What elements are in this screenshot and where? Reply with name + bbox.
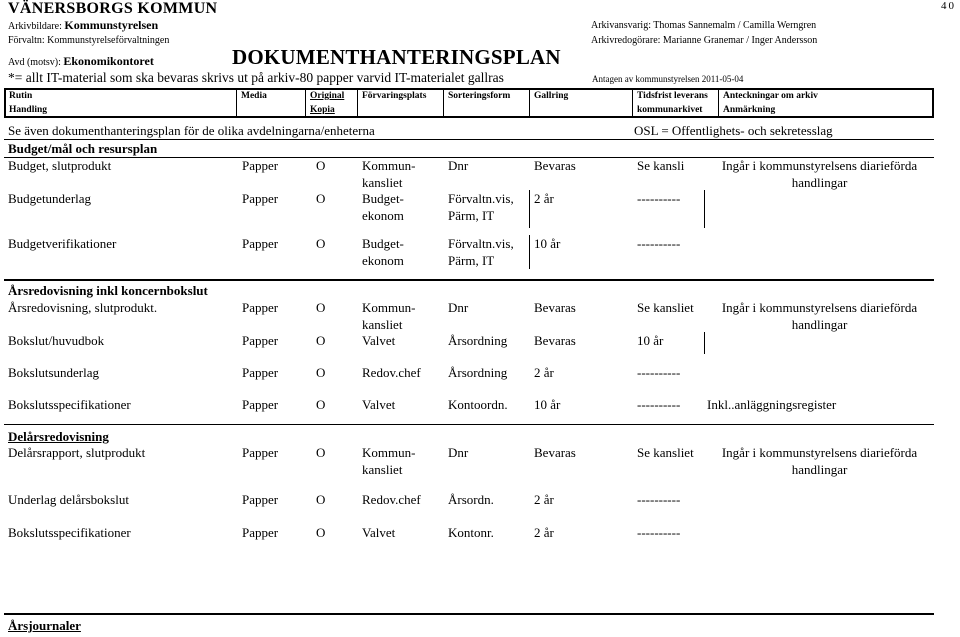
cell-sort: Dnr [448,300,469,315]
arkivbildare-value: Kommunstyrelsen [64,18,159,32]
cell-plats: Kommun- [362,158,416,173]
cell-sort: Årsordning [448,365,508,380]
cell-sort: Dnr [448,445,469,460]
cell-original: O [316,300,326,315]
avdelning [8,54,154,69]
col-kommunarkivet: kommunarkivet [637,105,703,115]
col-original: Original [310,91,345,101]
cell-tidsfrist: ---------- [637,397,681,412]
cell-handling: Budget, slutprodukt [8,158,112,173]
page-number: 40 [941,0,956,12]
cell-original: O [316,445,326,460]
arkivbildare-label: Arkivbildare: [8,21,62,32]
arkivredogorare: Arkivredogörare: Marianne Granemar / Inger Andersson [591,35,818,46]
col-media: Media [241,91,267,101]
cell-handling: Budgetverifikationer [8,236,117,251]
cell-media: Papper [242,397,279,412]
section-rule [4,424,934,425]
section-arsjournaler: Årsjournaler [8,618,81,633]
col-anteckningar: Anteckningar om arkiv [723,91,818,101]
cell-tidsfrist: 10 år [637,333,664,348]
cell-sort: Årsordning [448,333,508,348]
section-delarsredovisning: Delårsredovisning [8,429,109,444]
cell-tidsfrist: ---------- [637,191,681,206]
cell-anm: Ingår i kommunstyrelsens diarieförda [721,300,918,315]
cell-anm: handlingar [791,175,848,190]
cell-plats: Redov.chef [362,365,421,380]
org-name: VÄNERSBORGS KOMMUN [8,0,218,17]
cell-tidsfrist: Se kansliet [637,300,694,315]
cell-gallring: 2 år [534,191,554,206]
cell-media: Papper [242,300,279,315]
cell-plats: kansliet [362,462,403,477]
cell-original: O [316,191,326,206]
cell-gallring: Bevaras [534,333,576,348]
cell-tidsfrist: ---------- [637,525,681,540]
cell-original: O [316,492,326,507]
cell-anm: handlingar [791,462,848,477]
arkivbildare [8,18,158,33]
header-divider [632,88,633,118]
cell-divider [529,235,530,269]
cell-media: Papper [242,333,279,348]
cell-gallring: Bevaras [534,300,576,315]
section-rule [4,279,934,281]
cell-plats: ekonom [362,208,404,223]
cell-plats: ekonom [362,253,404,268]
cell-plats: Budget- [362,236,404,251]
header-divider [443,88,444,118]
col-handling: Handling [9,105,48,115]
cell-handling: Bokslutsspecifikationer [8,397,131,412]
cell-sort: Dnr [448,158,469,173]
cell-handling: Delårsrapport, slutprodukt [8,445,146,460]
cell-tidsfrist: Se kansliet [637,445,694,460]
cell-original: O [316,158,326,173]
cell-plats: Kommun- [362,300,416,315]
cell-handling: Underlag delårsbokslut [8,492,129,507]
cell-gallring: 2 år [534,365,554,380]
cell-media: Papper [242,365,279,380]
forvaltning: Förvaltn: Kommunstyrelseförvaltningen [8,35,170,46]
col-forvaringsplats: Förvaringsplats [362,91,427,101]
col-anmarkning: Anmärkning [723,105,776,115]
cell-original: O [316,525,326,540]
cell-tidsfrist: ---------- [637,236,681,251]
cell-gallring: 10 år [534,236,561,251]
col-gallring: Gallring [534,91,569,101]
cell-gallring: 10 år [534,397,561,412]
header-divider [529,88,530,118]
cell-handling: Årsredovisning, slutprodukt. [8,300,158,315]
col-rutin: Rutin [9,91,33,101]
cell-gallring: Bevaras [534,445,576,460]
cell-media: Papper [242,191,279,206]
cell-divider [704,190,705,228]
cell-media: Papper [242,236,279,251]
cell-tidsfrist: ---------- [637,492,681,507]
cell-sort: Årsordn. [448,492,494,507]
cell-gallring: Bevaras [534,158,576,173]
cell-media: Papper [242,525,279,540]
cell-anm: Ingår i kommunstyrelsens diarieförda [721,158,918,173]
cell-sort: Pärm, IT [448,208,495,223]
antagen-date: Antagen av kommunstyrelsen 2011-05-04 [592,74,744,84]
cell-sort: Kontonr. [448,525,494,540]
cell-plats: Valvet [362,333,396,348]
cell-plats: kansliet [362,175,403,190]
col-kopia: Kopia [310,105,335,115]
osl-note: OSL = Offentlighets- och sekretesslag [634,123,833,138]
avd-value: Ekonomikontoret [63,54,154,68]
section-rule [4,613,934,615]
cell-original: O [316,333,326,348]
cell-gallring: 2 år [534,525,554,540]
cell-plats: Budget- [362,191,404,206]
cell-handling: Bokslutsspecifikationer [8,525,131,540]
cell-media: Papper [242,492,279,507]
cell-handling: Bokslut/huvudbok [8,333,105,348]
cell-anm: Ingår i kommunstyrelsens diarieförda [721,445,918,460]
cell-plats: Redov.chef [362,492,421,507]
cell-plats: Kommun- [362,445,416,460]
cell-tidsfrist: ---------- [637,365,681,380]
cell-tidsfrist: Se kansli [637,158,685,173]
gallras-note: *= allt IT-material som ska bevaras skrivs ut på arkiv-80 papper varvid IT-materialet gallras [8,70,504,85]
section-budget: Budget/mål och resursplan [8,141,158,156]
header-divider [718,88,719,118]
cell-handling: Bokslutsunderlag [8,365,99,380]
cell-gallring: 2 år [534,492,554,507]
cell-plats: Valvet [362,397,396,412]
cell-original: O [316,365,326,380]
cell-original: O [316,397,326,412]
cell-divider [529,190,530,228]
cell-sort: Kontoordn. [448,397,508,412]
cell-handling: Budgetunderlag [8,191,92,206]
cell-anm: handlingar [791,317,848,332]
cell-sort: Förvaltn.vis, [448,191,514,206]
cell-sort: Pärm, IT [448,253,495,268]
see-also-note: Se även dokumenthanteringsplan för de olika avdelningarna/enheterna [8,123,375,138]
cell-plats: kansliet [362,317,403,332]
header-divider [305,88,306,118]
col-tidsfrist: Tidsfrist leverans [637,91,708,101]
document-title: DOKUMENTHANTERINGSPLAN [232,45,561,69]
header-divider [236,88,237,118]
col-sorteringsform: Sorteringsform [448,91,511,101]
cell-sort: Förvaltn.vis, [448,236,514,251]
cell-divider [704,332,705,354]
cell-media: Papper [242,158,279,173]
cell-plats: Valvet [362,525,396,540]
cell-media: Papper [242,445,279,460]
arkivansvarig: Arkivansvarig: Thomas Sannemalm / Camilla Werngren [591,20,817,31]
cell-anm: Inkl..anläggningsregister [707,397,837,412]
header-divider [357,88,358,118]
avd-label: Avd (motsv): [8,57,61,68]
cell-original: O [316,236,326,251]
section-arsredovisning: Årsredovisning inkl koncernbokslut [8,283,208,298]
